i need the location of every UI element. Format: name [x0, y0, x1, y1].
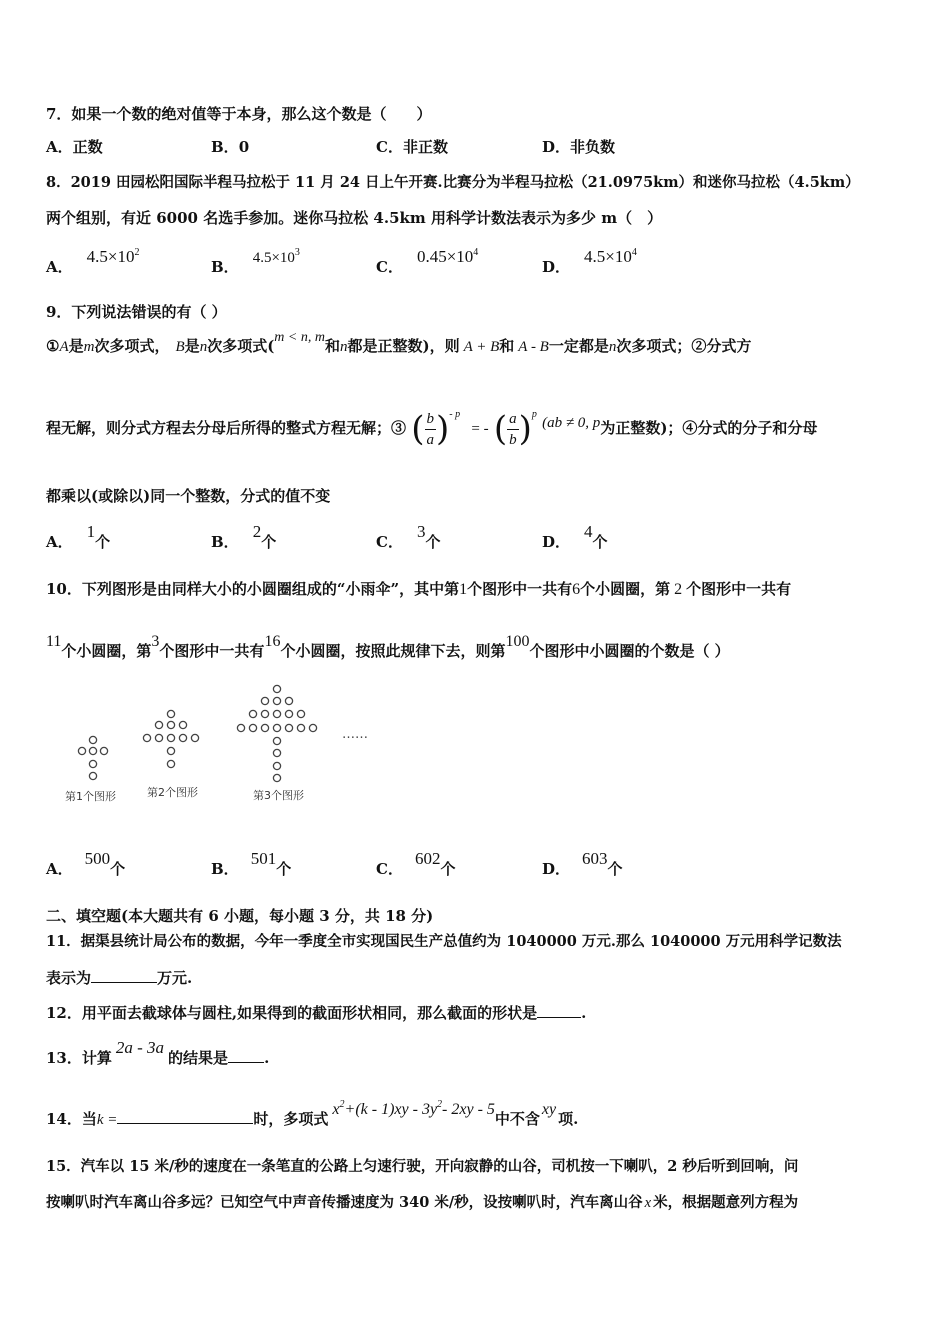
q11-line2: 表示为 万元. — [46, 969, 193, 987]
q9-line2: 程无解，则分式方程去分母后所得的整式方程无解；③ ( $\frac{b}{a}$ )$^{- p}$ = - ( $\frac{a}{b}$ )$^p$ (ab ≠ 0, p为正整数)；④分式的分子和分母 — [46, 409, 818, 449]
figure-3-circles — [237, 685, 316, 781]
q13-line: 13．计算2a - 3a的结果是 . — [46, 1038, 270, 1067]
q10-option-b: B．501个 — [211, 849, 292, 878]
q8-option-c: C．$0.45\times 10^4$ — [376, 247, 479, 276]
q8-stem-line2: 两个组别，有近 6000 名选手参加。迷你马拉松 4.5km 用科学计数法表示为多少 m（ ） — [46, 209, 663, 227]
q15-line2: 按喇叭时汽车离山谷多远？已知空气中声音传播速度为 340 米/秒，设按喇叭时，汽车离山谷 x 米，根据题意列方程为 — [46, 1194, 799, 1211]
q8-option-d: D．$4.5\times 10^4$ — [542, 247, 637, 276]
q7-option-d: D．非负数 — [542, 138, 616, 156]
q9-line3: 都乘以(或除以)同一个整数，分式的值不变 — [46, 487, 331, 505]
q7-option-b: B．0 — [211, 138, 250, 156]
section-2-heading: 二、填空题(本大题共有 6 小题，每小题 3 分，共 18 分) — [46, 907, 434, 925]
q7-option-c: C．非正数 — [376, 138, 448, 156]
q9-option-b: B．2个 — [211, 522, 277, 551]
q9-option-d: D．4个 — [542, 522, 608, 551]
figure-2-label: 第2个图形 — [147, 786, 198, 799]
q7-stem: 7．如果一个数的绝对值等于本身，那么这个数是（ ） — [46, 105, 432, 123]
q8-stem-line1: 8．2019 田园松阳国际半程马拉松于 11 月 24 日上午开赛.比赛分为半程马拉松（21.0975km）和迷你马拉松（4.5km） — [46, 174, 860, 191]
q9-stem: 9．下列说法错误的有（ ） — [46, 303, 227, 321]
q10-option-c: C．602个 — [376, 849, 456, 878]
q9-option-a: A．1个 — [46, 522, 111, 551]
figure-2-circles — [143, 710, 198, 767]
q8-option-a: A．$4.5\times 10^2$ — [46, 247, 140, 276]
figure-1-label: 第1个图形 — [65, 790, 116, 803]
q9-option-c: C．3个 — [376, 522, 441, 551]
q10-line2: 11个小圆圈，第3个图形中一共有16个小圆圈，按照此规律下去，则第100个图形中小圆圈的个数是（ ） — [46, 633, 730, 660]
q7-option-a: A．正数 — [46, 138, 103, 156]
figure-3-label: 第3个图形 — [253, 789, 304, 802]
q11-line1: 11．据渠县统计局公布的数据，今年一季度全市实现国民生产总值约为 1040000 万元.那么 1040000 万元用科学记数法 — [46, 933, 842, 950]
q10-line1: 10．下列图形是由同样大小的小圆圈组成的“小雨伞”，其中第1个图形中一共有6个小圆圈，第 2 个图形中一共有 — [46, 580, 792, 598]
q12-line: 12．用平面去截球体与圆柱,如果得到的截面形状相同，那么截面的形状是 . — [46, 1004, 587, 1022]
figure-ellipsis: …… — [342, 727, 368, 742]
q8-option-b: B． $4.5\times 10^3$ — [211, 247, 300, 276]
q10-option-d: D．603个 — [542, 849, 623, 878]
q10-umbrella-figure — [55, 680, 395, 810]
q15-line1: 15．汽车以 15 米/秒的速度在一条笔直的公路上匀速行驶，开向寂静的山谷，司机按一下喇叭，2 秒后听到回响，问 — [46, 1158, 799, 1175]
q14-line: 14．当k = 时，多项式$x^2+(k - 1)xy - 3y^2-$ 2xy - 5中不含xy项. — [46, 1099, 579, 1128]
figure-1-circles — [78, 736, 107, 779]
q10-option-a: A．500个 — [46, 849, 126, 878]
q9-line1: ①A是m次多项式， B是n次多项式(m < n, m和n都是正整数)，则 A + B和 A - B一定都是n次多项式；②分式方 — [46, 330, 752, 355]
